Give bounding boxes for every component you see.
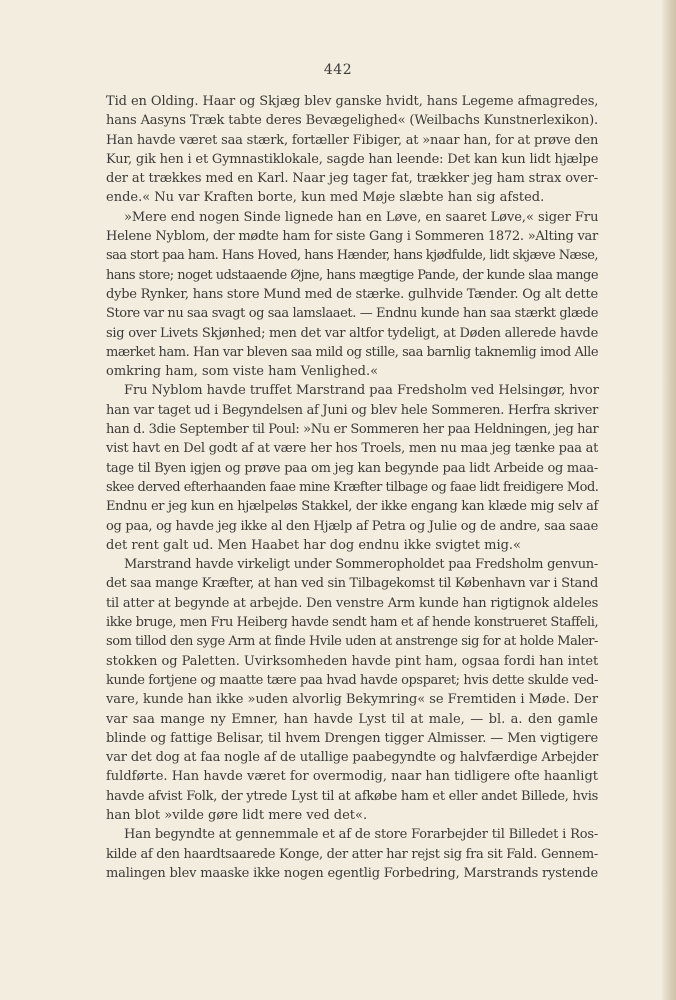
text-line: det saa mange Kræfter, at han ved sin Tilbagekomst til København var i Stand <box>106 576 598 592</box>
text-line: hans Aasyns Træk tabte deres Bevægelighed« (Weilbachs Kunstnerlexikon). <box>106 113 598 129</box>
text-line: han d. 3die September til Poul: »Nu er Sommeren her paa Heldningen, jeg har <box>106 422 599 438</box>
text-line: ende.« Nu var Kraften borte, kun med Møje slæbte han sig afsted. <box>106 190 545 206</box>
text-line: Helene Nyblom, der mødte ham for siste Gang i Sommeren 1872. »Alting var <box>106 229 598 245</box>
text-line: Kur, gik hen i et Gymnastiklokale, sagde han leende: Det kan kun lidt hjælpe <box>106 151 599 167</box>
text-line: vare, kunde han ikke »uden alvorlig Bekymring« se Fremtiden i Møde. Der <box>106 692 598 708</box>
text-line: Endnu er jeg kun en hjælpeløs Stakkel, der ikke engang kan klæde mig selv af <box>106 499 598 515</box>
text-line: som tillod den syge Arm at finde Hvile uden at anstrenge sig for at holde Maler- <box>106 634 598 650</box>
text-line: saa stort paa ham. Hans Hoved, hans Hænder, hans kjødfulde, lidt skjæve Næse, <box>106 248 598 264</box>
page-edge-shadow <box>662 0 676 1000</box>
text-line: kilde af den haardtsaarede Konge, der atter har rejst sig fra sit Fald. Gennem- <box>106 846 598 862</box>
text-line: tage til Byen igjen og prøve paa om jeg kan begynde paa lidt Arbeide og maa- <box>106 460 598 476</box>
text-line: Store var nu saa svagt og saa lamslaaet. — Endnu kunde han saa stærkt glæde <box>106 306 598 322</box>
page-number: 442 <box>323 62 353 78</box>
text-line: der at trækkes med en Karl. Naar jeg tager fat, trækker jeg ham strax over- <box>106 171 598 187</box>
text-line: var det dog at faa nogle af de utallige paabegyndte og halvfærdige Arbejder <box>106 750 599 766</box>
text-line: ikke bruge, men Fru Heiberg havde sendt ham et af hende konstrueret Staffeli, <box>106 615 599 631</box>
text-line: malingen blev maaske ikke nogen egentlig Forbedring, Marstrands rystende <box>106 865 598 881</box>
text-line: Marstrand havde virkeligt under Sommeropholdet paa Fredsholm genvun- <box>124 557 598 573</box>
text-line: dybe Rynker, hans store Mund med de stærke. gulhvide Tænder. Og alt dette <box>106 286 598 302</box>
text-line: omkring ham, som viste ham Venlighed.« <box>106 364 379 380</box>
text-line: mærket ham. Han var bleven saa mild og stille, saa barnlig taknemlig imod Alle <box>106 344 599 360</box>
text-line: var saa mange ny Emner, han havde Lyst til at male, — bl. a. den gamle <box>106 711 598 727</box>
text-line: Fru Nyblom havde truffet Marstrand paa Fredsholm ved Helsingør, hvor <box>124 383 599 399</box>
text-line: Tid en Olding. Haar og Skjæg blev ganske hvidt, hans Legeme afmagredes, <box>106 94 599 109</box>
text-line: vist havt en Del godt af at være her hos Troels, men nu maa jeg tænke paa at <box>106 441 599 457</box>
body-text <box>106 92 598 883</box>
text-line: til atter at begynde at arbejde. Den venstre Arm kunde han rigtignok aldeles <box>106 595 599 611</box>
text-line: kunde fortjene og maatte tære paa hvad havde opsparet; hvis dette skulde ved- <box>106 672 598 688</box>
text-line: han blot »vilde gøre lidt mere ved det«. <box>106 807 368 823</box>
text-line: det rent galt ud. Men Haabet har dog endnu ikke svigtet mig.« <box>106 537 522 553</box>
text-line: blinde og fattige Belisar, til hvem Drengen tigger Almisser. — Men vigtigere <box>106 730 598 746</box>
text-line: Han havde været saa stærk, fortæller Fibiger, at »naar han, for at prøve den <box>106 132 599 148</box>
text-line: Han begyndte at gennemmale et af de store Forarbejder til Billedet i Ros- <box>124 827 599 843</box>
text-line: sig over Livets Skjønhed; men det var altfor tydeligt, at Døden allerede havde <box>106 325 598 341</box>
text-line: havde afvist Folk, der ytrede Lyst til at afkøbe ham et eller andet Billede, hvis <box>106 788 598 804</box>
text-line: skee derved efterhaanden faae mine Kræfter tilbage og faae lidt freidigere Mod. <box>106 479 599 495</box>
text-line: og paa, og havde jeg ikke al den Hjælp af Petra og Julie og de andre, saa saae <box>106 518 599 534</box>
text-line: fuldførte. Han havde været for overmodig, naar han tidligere ofte haanligt <box>106 769 598 785</box>
text-line: »Mere end nogen Sinde lignede han en Løve, en saaret Løve,« siger Fru <box>124 209 599 225</box>
text-line: stokken og Paletten. Uvirksomheden havde pint ham, ogsaa fordi han intet <box>106 653 599 669</box>
text-line: han var taget ud i Begyndelsen af Juni og blev hele Sommeren. Herfra skriver <box>106 402 598 418</box>
text-line: hans store; noget udstaaende Øjne, hans mægtige Pande, der kunde slaa mange <box>106 267 598 283</box>
